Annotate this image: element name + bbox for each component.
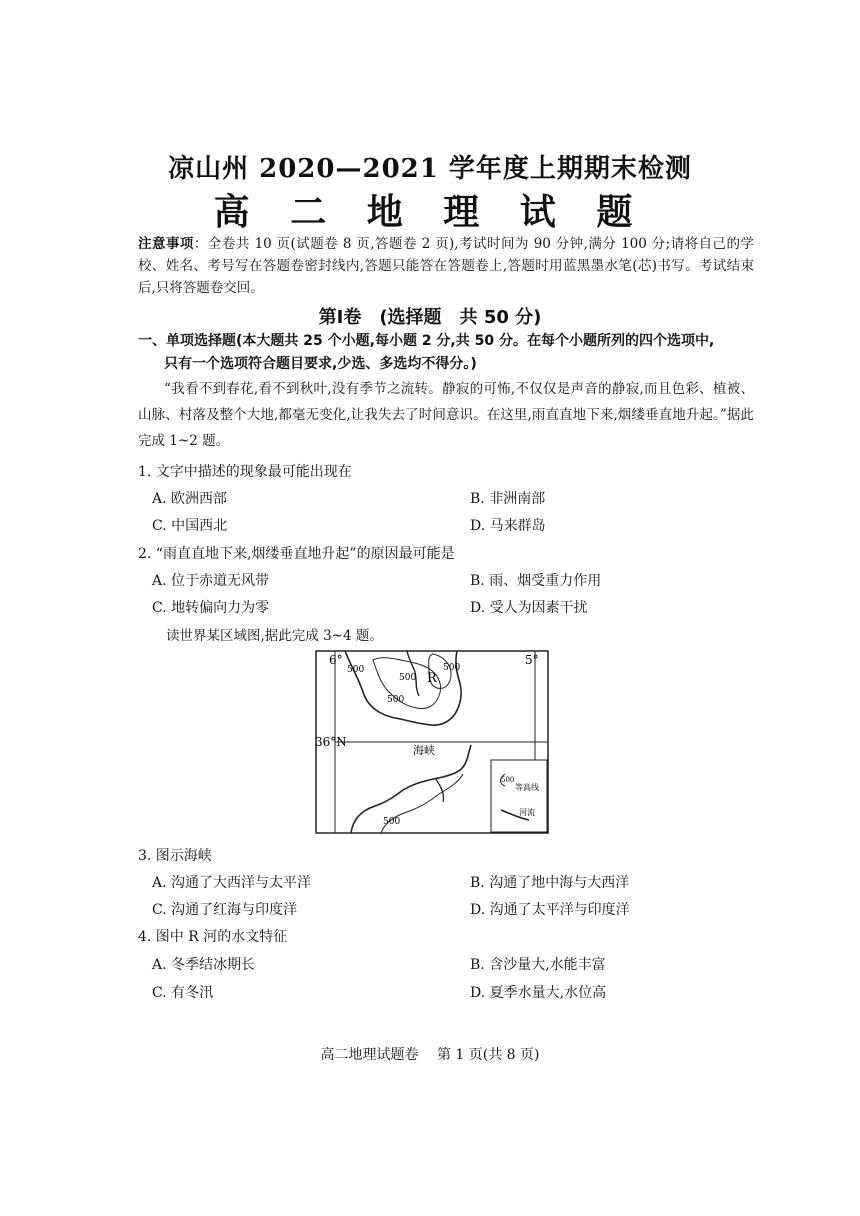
contour-label-2: 500 <box>399 673 417 683</box>
question-1-stem: 1. 文字中描述的现象最可能出现在 <box>138 464 352 480</box>
q2-option-c: C. 地转偏向力为零 <box>152 600 270 616</box>
lon-right-label: 5° <box>525 653 539 667</box>
question-2-stem: 2. “雨直直地下来,烟缕垂直地升起”的原因最可能是 <box>138 546 455 562</box>
q2-option-a: A. 位于赤道无风带 <box>152 573 270 589</box>
region-map <box>315 650 549 834</box>
q3-option-d: D. 沟通了太平洋与印度洋 <box>470 902 630 918</box>
legend-river-label: 河流 <box>519 808 535 817</box>
lat-label: 36°N <box>315 735 347 749</box>
contour-label-1: 500 <box>347 665 365 675</box>
q1-option-d: D. 马来群岛 <box>470 518 546 534</box>
legend-box <box>491 760 547 832</box>
q4-option-b: B. 含沙量大,水能丰富 <box>470 957 606 973</box>
question-3-stem: 3. 图示海峡 <box>138 848 212 864</box>
passage: “我看不到春花,看不到秋叶,没有季节之流转。静寂的可怖,不仅仅是声音的静寂,而且色彩、植被、山脉、村落及整个大地,都毫无变化,让我失去了时间意识。在这里,雨直直地下来,烟缕垂直地升起。”据此完成 1~2 题。 <box>138 381 754 449</box>
q4-option-a: A. 冬季结冰期长 <box>152 957 256 973</box>
section-line2: 只有一个选项符合题目要求,少选、多选均不得分。) <box>164 356 477 372</box>
notice-text: ：全卷共 10 页(试题卷 8 页,答题卷 2 页),考试时间为 90 分钟,满分 100 分;请将自己的学校、姓名、考号写在答题卷密封线内,答题只能答在答题卷上,答题时用蓝黑墨水笔(芯)书写。考试结束后,只将答题卷交回。 <box>138 236 755 296</box>
contour-label-3: 500 <box>443 663 461 673</box>
q2-option-b: B. 雨、烟受重力作用 <box>470 573 602 589</box>
section-line1: 一、单项选择题(本大题共 25 个小题,每小题 2 分,共 50 分。在每个小题所列的四个选项中, <box>138 333 715 349</box>
exam-title: 凉山州 2020—2021 学年度上期期末检测 <box>168 154 692 184</box>
river-r-label: R <box>427 671 437 686</box>
q1-option-a: A. 欧洲西部 <box>152 491 228 507</box>
section-heading <box>138 330 754 376</box>
contour-label-4: 500 <box>387 695 405 705</box>
q4-option-c: C. 有冬汛 <box>152 985 214 1001</box>
strait-label: 海峡 <box>413 744 435 757</box>
page-footer: 高二地理试题卷 第 1 页(共 8 页) <box>320 1047 540 1063</box>
q2-option-d: D. 受人为因素干扰 <box>470 600 588 616</box>
volume-heading: 第Ⅰ卷 (选择题 共 50 分) <box>318 307 542 328</box>
q3-option-c: C. 沟通了红海与印度洋 <box>152 902 298 918</box>
q3-option-a: A. 沟通了大西洋与太平洋 <box>152 875 312 891</box>
q3-option-b: B. 沟通了地中海与大西洋 <box>470 875 630 891</box>
question-4-stem: 4. 图中 R 河的水文特征 <box>138 929 288 945</box>
legend-contour-value: 500 <box>501 776 515 784</box>
notice-label: 注意事项 <box>138 236 194 252</box>
contour-label-5: 500 <box>383 817 401 827</box>
lon-left-label: 6° <box>329 653 343 667</box>
notice <box>138 233 754 299</box>
legend-contour-label: 等高线 <box>515 783 539 792</box>
q4-option-d: D. 夏季水量大,水位高 <box>470 985 607 1001</box>
map-intro: 读世界某区域图,据此完成 3~4 题。 <box>166 628 383 644</box>
exam-subtitle: 高 二 地 理 试 题 <box>213 191 647 233</box>
q1-option-c: C. 中国西北 <box>152 518 228 534</box>
q1-option-b: B. 非洲南部 <box>470 491 546 507</box>
